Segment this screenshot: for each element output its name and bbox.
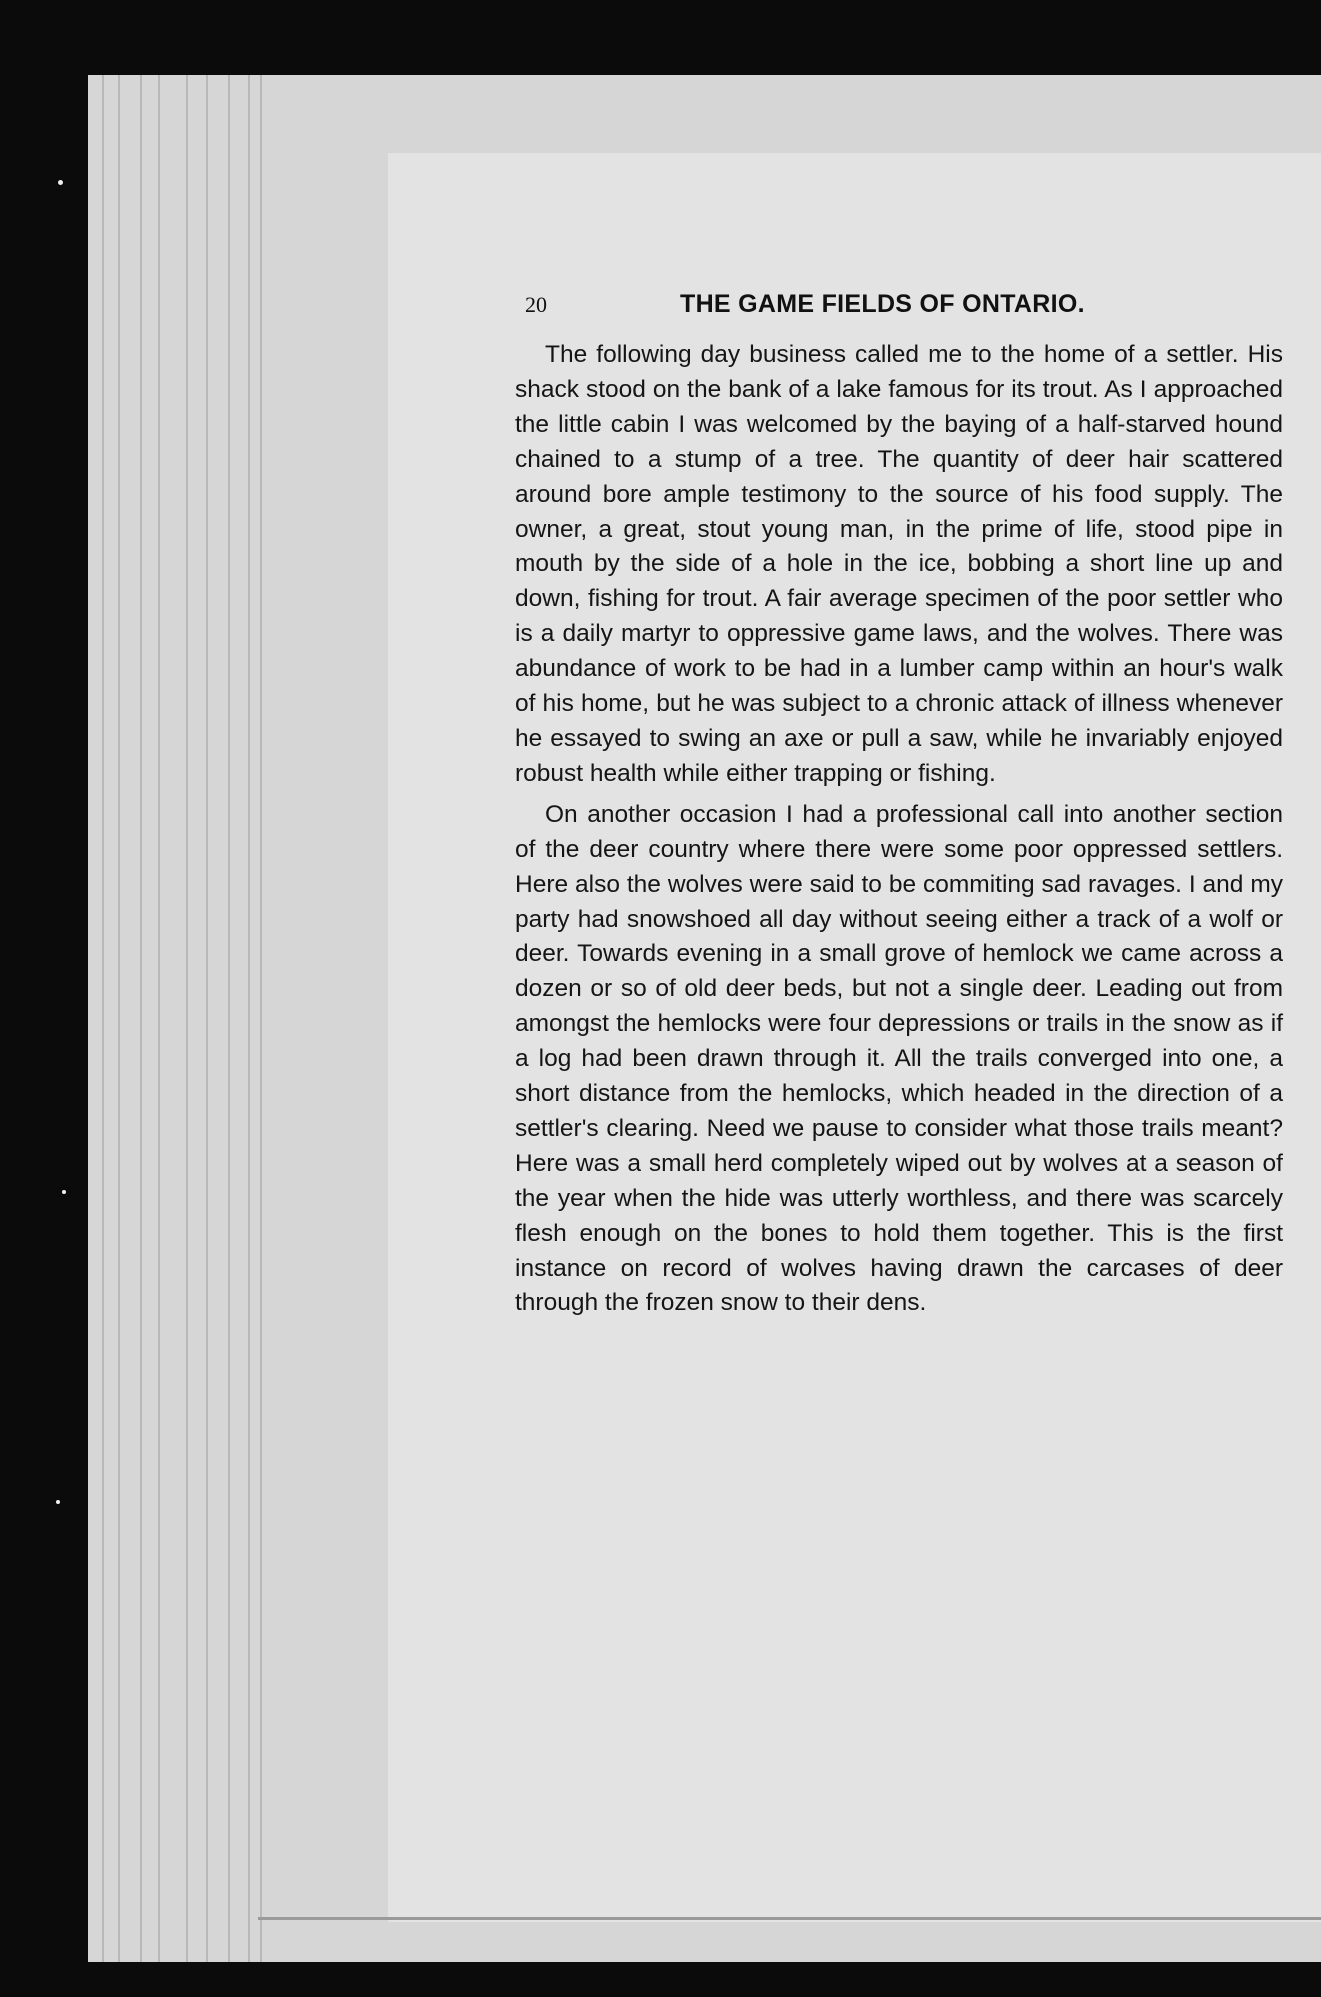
body-text [515, 338, 1283, 1321]
page-bottom-edge [258, 1917, 1321, 1920]
running-title: THE GAME FIELDS OF ONTARIO. [680, 290, 1085, 318]
page-edge [118, 75, 120, 1962]
page-edge [248, 75, 250, 1962]
page-number: 20 [525, 292, 547, 317]
page-edge [186, 75, 188, 1962]
paragraph: The following day business called me to the home of a settler. His shack stood on the bank of a lake famous for its trout. As I approached the little cabin I was welcomed by the baying of a half-starved hound chained to a stump of a tree. The quantity of deer hair scattered around bore ample testimony to the source of his food supply. The owner, a great, stout young man, in the prime of life, stood pipe in mouth by the side of a hole in the ice, bobbing a short line up and down, fishing for trout. A fair average specimen of the poor settler who is a daily martyr to oppressive game laws, and the wolves. There was abundance of work to be had in a lumber camp within an hour's walk of his home, but he was subject to a chronic attack of illness whenever he essayed to swing an axe or pull a saw, while he invariably enjoyed robust health while either trapping or fishing. [515, 341, 1283, 787]
page-edge [102, 75, 104, 1962]
scan-dust-mark [62, 1190, 66, 1194]
paragraph: On another occasion I had a professional call into another section of the deer country where there were some poor oppressed settlers. Here also the wolves were said to be commiting sad ravages. I and my party had snowshoed all day without seeing either a track of a wolf or deer. Towards evening in a small grove of hemlock we came across a dozen or so of old deer beds, but not a single deer. Leading out from amongst the hemlocks were four depressions or trails in the snow as if a log had been drawn through it. All the trails converged into one, a short distance from the hemlocks, which headed in the direction of a settler's clearing. Need we pause to consider what those trails meant? Here was a small herd completely wiped out by wolves at a season of the year when the hide was utterly worthless, and there was scarcely flesh enough on the bones to hold them together. This is the first instance on record of wolves having drawn the carcases of deer through the frozen snow to their dens. [515, 800, 1283, 1317]
page-edge [228, 75, 230, 1962]
scan-dust-mark [58, 180, 63, 185]
running-header [515, 288, 1285, 328]
page-edge [158, 75, 160, 1962]
page-edge [206, 75, 208, 1962]
scan-dust-mark [56, 1500, 60, 1504]
page-edge [260, 75, 262, 1962]
page-edge [140, 75, 142, 1962]
